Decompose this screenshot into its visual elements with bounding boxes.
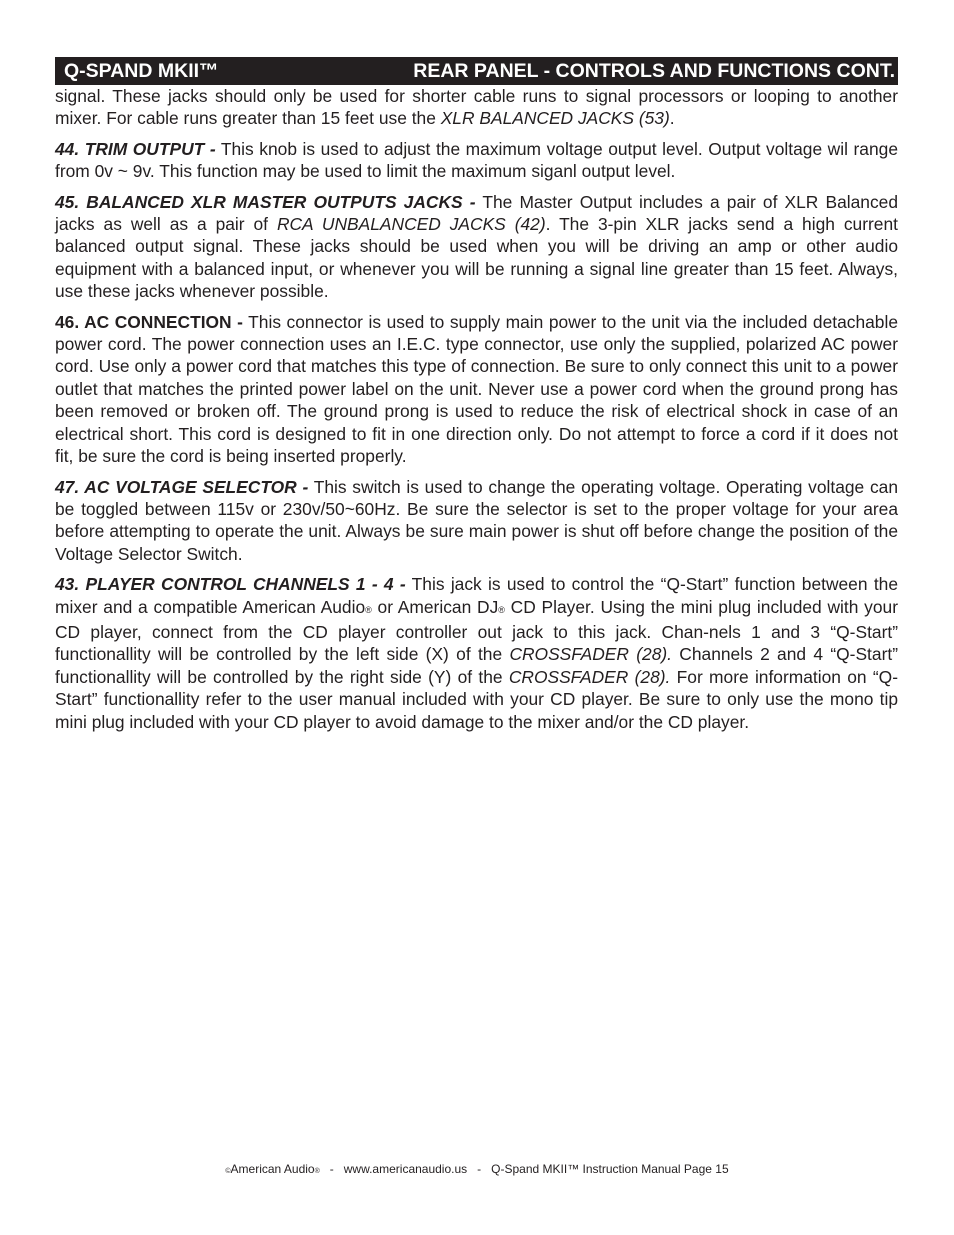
- item-heading: 45. BALANCED XLR MASTER OUTPUTS JACKS -: [55, 191, 476, 212]
- item-heading: 46. AC CONNECTION -: [55, 311, 243, 332]
- registered-mark: ®: [314, 1168, 320, 1175]
- paragraph-text: The Master Output includes a pair of XLR Balanced jacks as well as a pair of: [55, 191, 898, 235]
- section-title: REAR PANEL - CONTROLS AND FUNCTIONS CONT.: [413, 60, 895, 82]
- paragraph-text: signal. These jacks should only be used for shorter cable runs to signal processors or looping to another mixer. For cable runs greater than 15 feet use the: [55, 86, 898, 129]
- body-text: [55, 85, 898, 733]
- cross-reference: XLR BALANCED JACKS (53): [440, 108, 670, 129]
- paragraph-text: For more information on “Q-Start” functionallity refer to the user manual included with your CD player. Be sure to only use the mono tip mini plug included with your CD player to avoid damage to the mixer and/or the CD player.: [55, 666, 898, 732]
- cross-reference: CROSSFADER (28).: [508, 666, 671, 687]
- paragraph-46-ac-connection: [55, 311, 898, 468]
- copyright-mark: ©: [225, 1168, 231, 1175]
- footer-text: - www.americanaudio.us - Q-Spand MKII™ Instruction Manual Page 15: [319, 1162, 729, 1176]
- section-header-bar: [55, 57, 898, 85]
- cross-reference: RCA UNBALANCED JACKS (42): [276, 214, 546, 235]
- paragraph-text: This connector is used to supply main power to the unit via the included detachable power cord. The power connection uses an I.E.C. type connector, use only the supplied, polarized AC power cord. Use only a power cord that matches this type of connection. Be sure to only connect this unit to a power outlet that matches the printed power label on the unit. Never use a power cord when the ground prong has been removed or broken off. The ground prong is used to reduce the risk of electrical shock in case of an electrical short. This cord is designed to fit in one direction only. Do not attempt to force a cord if it does not fit, be sure the cord is being inserted properly.: [55, 311, 898, 467]
- paragraph-text: This switch is used to change the operating voltage. Operating voltage can be toggled between 115v or 230v/50~60Hz. Be sure the selector is set to the proper voltage for your area before attempting to operate the unit. Always be sure main power is shut off before change the position of the Voltage Selector Switch.: [55, 476, 898, 564]
- paragraph-text: or American DJ: [371, 596, 499, 617]
- registered-mark: ®: [498, 604, 505, 615]
- paragraph-47-ac-voltage-selector: [55, 476, 898, 566]
- paragraph-text: This knob is used to adjust the maximum voltage output level. Output voltage wil range from 0v ~ 9v. This function may be used to limit the maximum siganl output level.: [55, 138, 898, 182]
- paragraph-text: . The 3-pin XLR jacks send a high current balanced output signal. These jacks should be used when you will be driving an amp or other audio equipment with a balanced input, or whenever you will be running a signal line greater than 15 feet. Always, use these jacks whenever possible.: [55, 214, 898, 302]
- item-heading: 43. PLAYER CONTROL CHANNELS 1 - 4 -: [55, 574, 406, 595]
- manual-page: [55, 57, 898, 741]
- paragraph-43-player-control: [55, 573, 898, 733]
- item-heading: 47. AC VOLTAGE SELECTOR -: [55, 476, 309, 497]
- paragraph-text: .: [669, 108, 675, 129]
- paragraph-continued: [55, 85, 898, 130]
- paragraph-text: Channels 2 and 4 “Q-Start” functionallity will be controlled by the right side (Y) of the: [55, 644, 898, 687]
- footer-brand: American Audio: [230, 1162, 315, 1176]
- product-title: Q-SPAND MKII™: [64, 60, 219, 82]
- paragraph-44-trim-output: [55, 138, 898, 183]
- registered-mark: ®: [365, 604, 372, 615]
- cross-reference: CROSSFADER (28).: [509, 644, 672, 665]
- paragraph-text: CD Player. Using the mini plug included with your CD player, connect from the CD player controller out jack to this jack. Chan-nels 1 and 3 “Q-Start” functionallity will be controlled by the left side (X) of the: [55, 596, 898, 665]
- paragraph-45-balanced-xlr: [55, 191, 898, 303]
- paragraph-text: This jack is used to control the “Q-Start” function between the mixer and a compatible American Audio: [55, 574, 898, 617]
- page-footer: [0, 1161, 954, 1180]
- item-heading: 44. TRIM OUTPUT -: [55, 138, 216, 159]
